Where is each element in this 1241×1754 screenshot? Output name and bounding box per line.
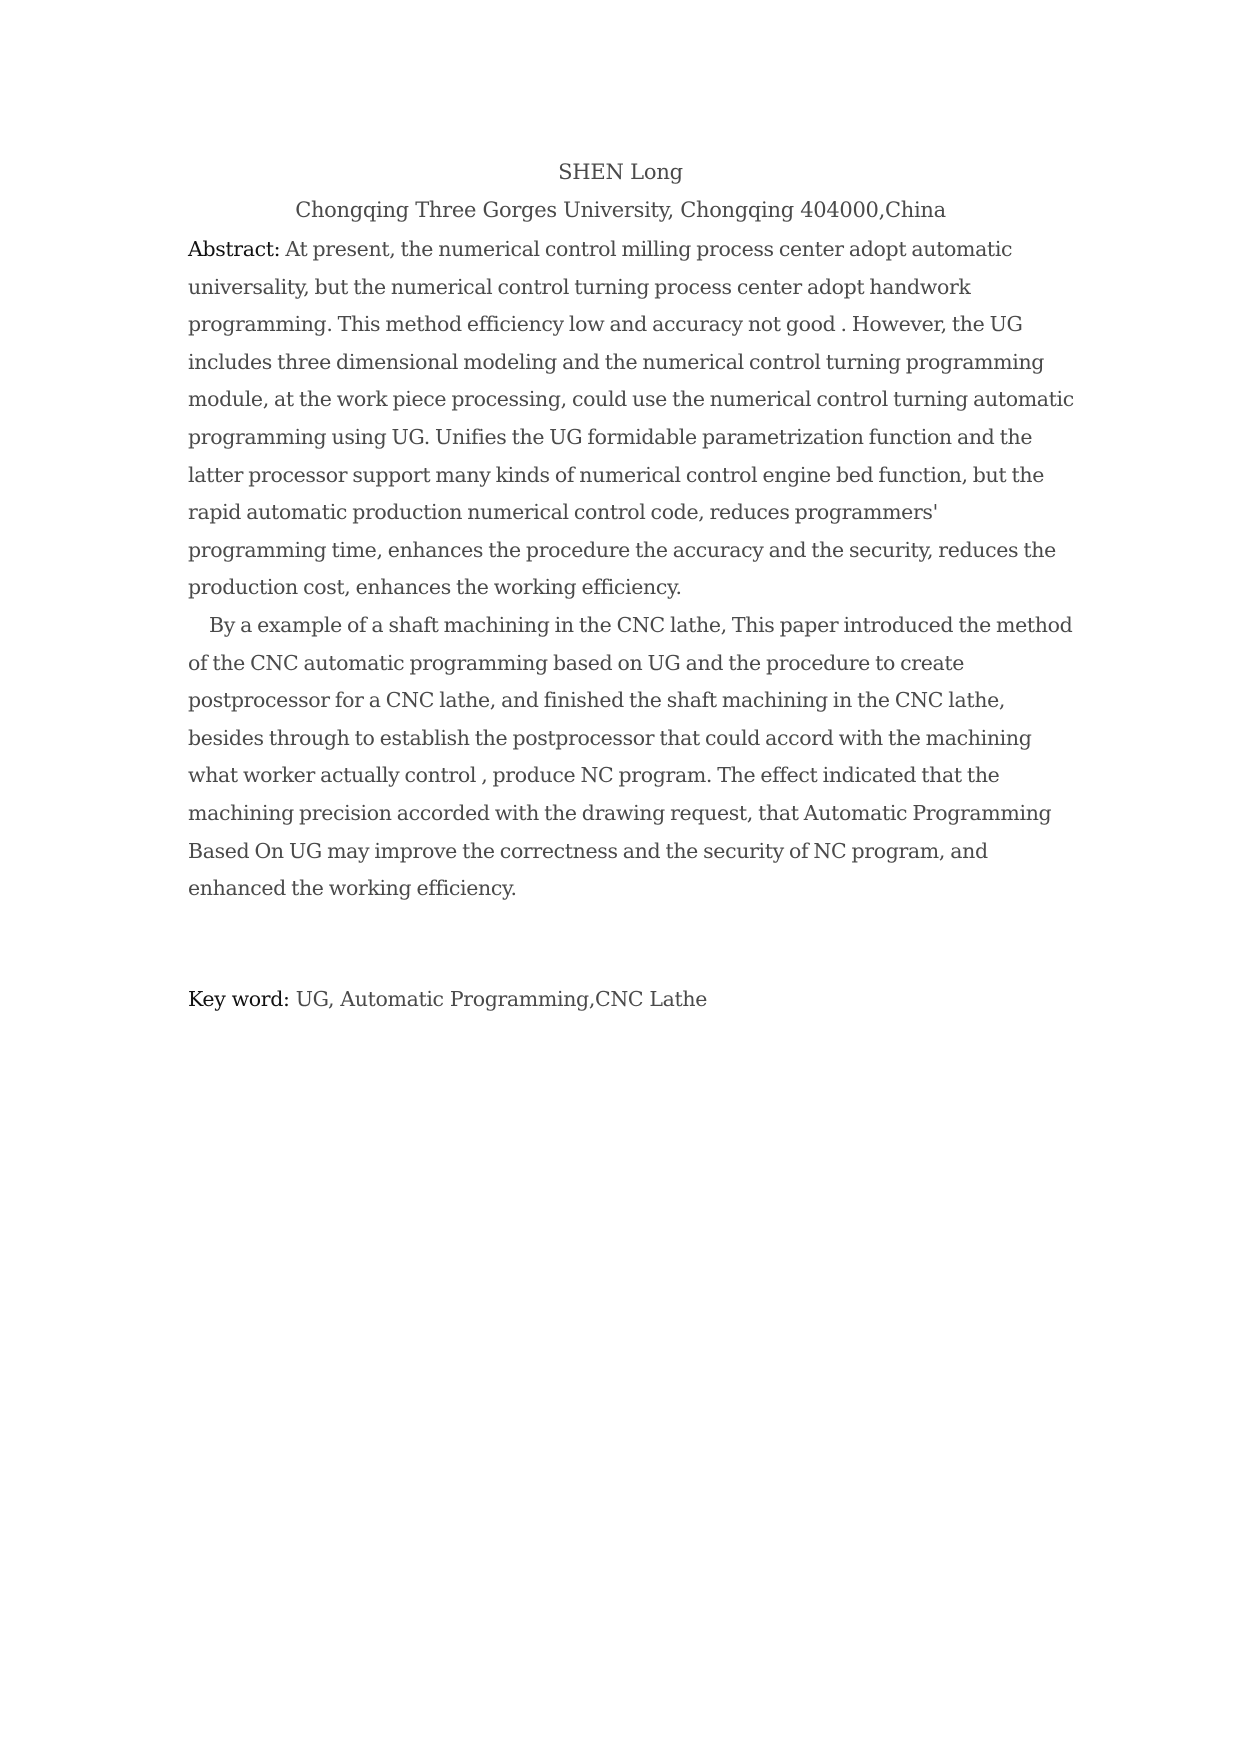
abstract-label: Abstract: (188, 237, 281, 261)
abstract-section (188, 231, 1078, 908)
keywords-section (188, 983, 1078, 1015)
author-name: SHEN Long (558, 160, 683, 184)
keywords-text: UG, Automatic Programming,CNC Lathe (295, 987, 708, 1011)
abstract-paragraph-1-text: At present, the numerical control milling process center adopt automatic universality, but the numerical control turning process center adopt handwork programming. This method efficiency low and accuracy not good . However, the UG includes three dimensional modeling and the numerical control turning programming module, at the work piece processing, could use the numerical control turning automatic programming using UG. Unifies the UG formidable parametrization function and the latter processor support many kinds of numerical control engine bed function, but the rapid automatic production numerical control code, reduces programmers' programming time, enhances the procedure the accuracy and the security, reduces the production cost, enhances the working efficiency. (188, 237, 1074, 600)
abstract-paragraph-1 (188, 231, 1078, 607)
author-affiliation: Chongqing Three Gorges University, Chongqing 404000,China (295, 198, 946, 222)
abstract-paragraph-2: By a example of a shaft machining in the CNC lathe, This paper introduced the method of the CNC automatic programming based on UG and the procedure to create postprocessor for a CNC lathe, and finished the shaft machining in the CNC lathe, besides through to establish the postprocessor that could accord with the machining what worker actually control , produce NC program. The effect indicated that the machining precision accorded with the drawing request, that Automatic Programming Based On UG may improve the correctness and the security of NC program, and enhanced the working efficiency. (188, 612, 1073, 901)
keywords-label: Key word: (188, 987, 290, 1011)
